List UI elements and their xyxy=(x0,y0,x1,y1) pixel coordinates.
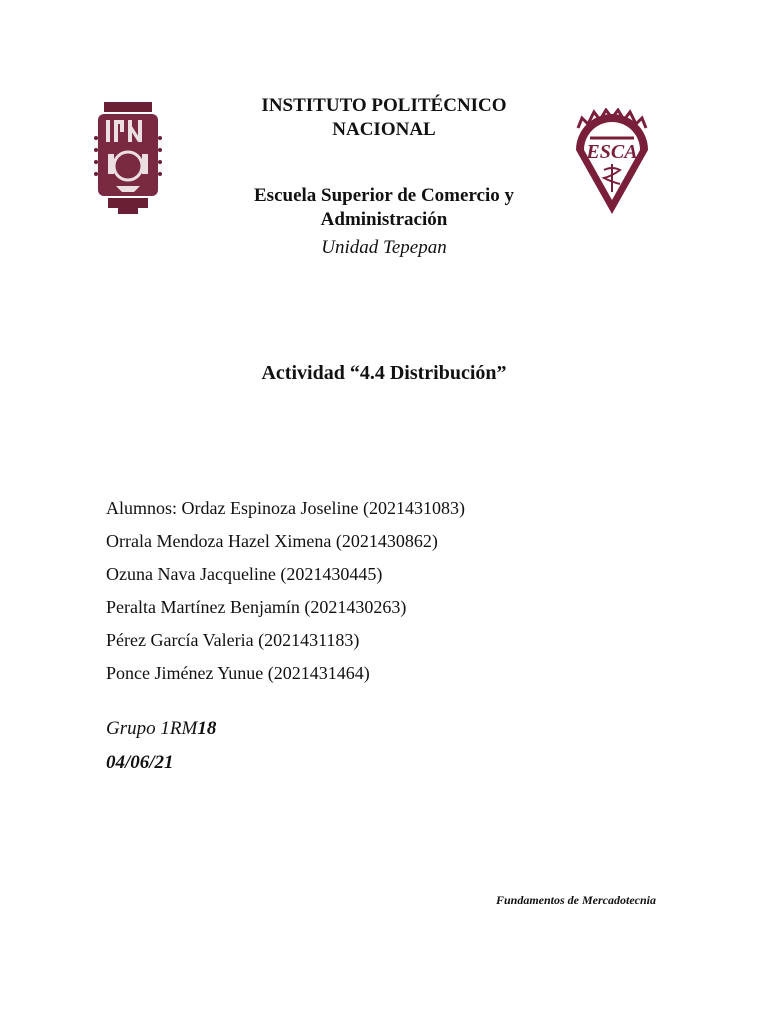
students-list xyxy=(106,492,465,690)
school-line-1: Escuela Superior de Comercio y xyxy=(254,185,514,206)
course-name: Fundamentos de Mercadotecnia xyxy=(495,893,656,907)
date: 04/06/21 xyxy=(106,752,174,773)
institution-line-1: INSTITUTO POLITÉCNICO xyxy=(261,95,507,116)
institution-line-2: NACIONAL xyxy=(332,119,436,140)
esca-logo xyxy=(570,108,654,218)
group-suffix: 18 xyxy=(197,718,217,739)
student-line: Alumnos: Ordaz Espinoza Joseline (2021431083) xyxy=(106,498,465,518)
institution-name xyxy=(200,94,568,142)
student-line: Ponce Jiménez Yunue (2021431464) xyxy=(106,663,370,683)
group-label xyxy=(106,716,216,742)
student-line: Ozuna Nava Jacqueline (2021430445) xyxy=(106,564,383,584)
unit-name: Unidad Tepepan xyxy=(321,237,447,258)
school-name xyxy=(200,184,568,232)
school-line-2: Administración xyxy=(320,209,448,230)
student-line: Peralta Martínez Benjamín (2021430263) xyxy=(106,597,407,617)
student-line: Pérez García Valeria (2021431183) xyxy=(106,630,360,650)
ipn-logo xyxy=(94,98,162,216)
student-line: Orrala Mendoza Hazel Ximena (2021430862) xyxy=(106,531,438,551)
svg-text:ESCA: ESCA xyxy=(586,141,638,163)
group-prefix: Grupo 1RM xyxy=(106,718,198,739)
activity-title: Actividad “4.4 Distribución” xyxy=(261,362,507,384)
